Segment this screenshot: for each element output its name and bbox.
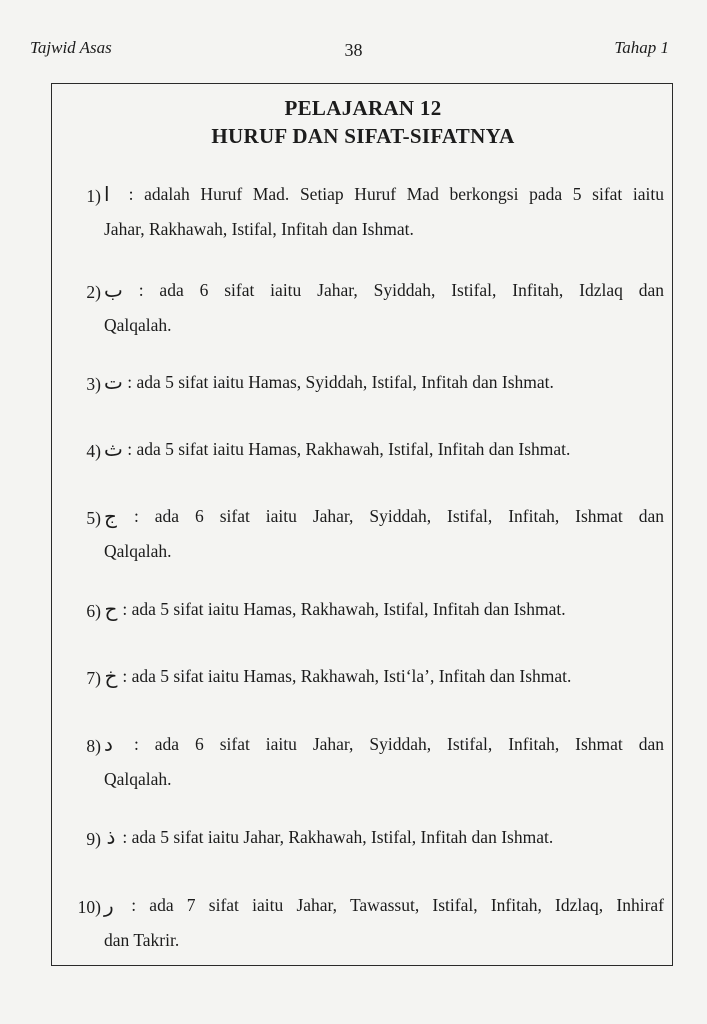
item-line-1: : ada 5 sifat iaitu Hamas, Syiddah, Istifal, Infitah dan Ishmat. <box>127 372 554 392</box>
arabic-letter: ح <box>104 597 118 621</box>
arabic-letter: خ <box>104 664 118 688</box>
item-line-1: : adalah Huruf Mad. Setiap Huruf Mad berkongsi pada 5 sifat iaitu <box>128 184 665 204</box>
item-line-1: : ada 6 sifat iaitu Jahar, Syiddah, Istifal, Infitah, Ishmat dan <box>133 734 665 754</box>
page-number: 38 <box>344 40 363 60</box>
item-text <box>104 499 664 569</box>
item-text <box>104 177 664 247</box>
item-line-2: Qalqalah. <box>104 769 172 789</box>
running-header <box>0 38 707 62</box>
item-line-1: : ada 5 sifat iaitu Hamas, Rakhawah, Istifal, Infitah dan Ishmat. <box>122 599 566 619</box>
item-text <box>104 273 664 343</box>
arabic-letter: ت <box>104 370 123 394</box>
item-text <box>104 727 664 797</box>
item-text <box>104 888 664 958</box>
item-line-2: dan Takrir. <box>104 930 180 950</box>
item-line-2: Qalqalah. <box>104 315 172 335</box>
item-text <box>104 432 664 467</box>
item-number: 5) <box>86 508 101 528</box>
arabic-letter: ب <box>104 278 123 302</box>
item-line-2: Jahar, Rakhawah, Istifal, Infitah dan Ishmat. <box>104 219 414 239</box>
arabic-letter: ج <box>104 504 117 528</box>
arabic-letter: د <box>104 732 113 756</box>
arabic-letter: ذ <box>106 825 116 849</box>
lesson-subtitle: HURUF DAN SIFAT-SIFATNYA <box>211 124 515 148</box>
level-label: Tahap 1 <box>614 38 669 57</box>
book-title: Tajwid Asas <box>30 38 112 57</box>
item-number: 10) <box>77 897 101 917</box>
item-number: 2) <box>86 282 101 302</box>
lesson-title: PELAJARAN 12 <box>284 96 442 120</box>
item-line-1: : ada 5 sifat iaitu Hamas, Rakhawah, Isti‘la’, Infitah dan Ishmat. <box>122 666 572 686</box>
arabic-letter: ا <box>104 182 110 206</box>
item-number: 1) <box>86 186 101 206</box>
item-number: 8) <box>86 736 101 756</box>
item-text <box>104 820 664 855</box>
lesson-box <box>51 83 673 966</box>
arabic-letter: ر <box>104 893 114 917</box>
item-line-1: : ada 6 sifat iaitu Jahar, Syiddah, Istifal, Infitah, Ishmat dan <box>133 506 665 526</box>
item-number: 3) <box>86 374 101 394</box>
arabic-letter: ث <box>104 437 123 461</box>
item-line-1: : ada 5 sifat iaitu Jahar, Rakhawah, Istifal, Infitah dan Ishmat. <box>122 827 554 847</box>
item-text <box>104 365 664 400</box>
item-line-1: : ada 5 sifat iaitu Hamas, Rakhawah, Istifal, Infitah dan Ishmat. <box>127 439 571 459</box>
item-line-2: Qalqalah. <box>104 541 172 561</box>
item-number: 9) <box>86 829 101 849</box>
item-number: 4) <box>86 441 101 461</box>
item-number: 7) <box>86 668 101 688</box>
item-line-1: : ada 7 sifat iaitu Jahar, Tawassut, Istifal, Infitah, Idzlaq, Inhiraf <box>131 895 664 915</box>
item-number: 6) <box>86 601 101 621</box>
item-text <box>104 592 664 627</box>
item-text <box>104 659 664 694</box>
item-line-1: : ada 6 sifat iaitu Jahar, Syiddah, Istifal, Infitah, Idzlaq dan <box>138 280 665 300</box>
